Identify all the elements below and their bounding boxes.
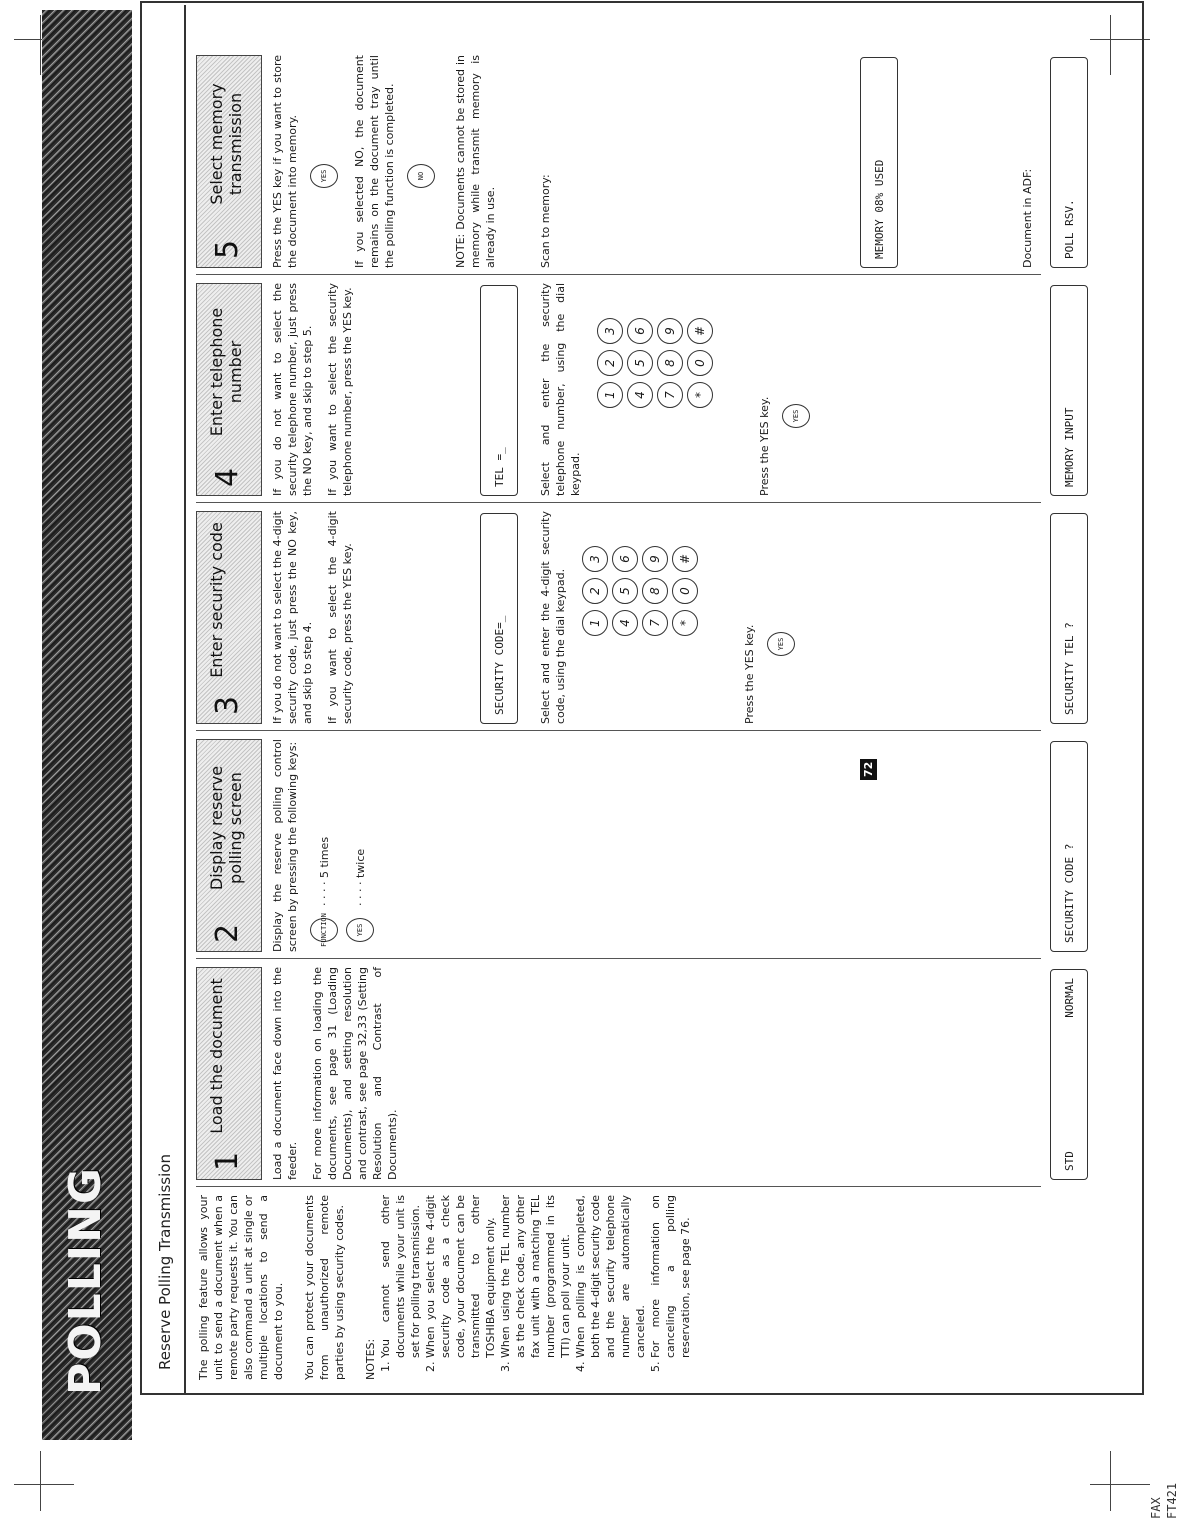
intro-paragraph: You can protect your documents from unauthorized remote parties by using security codes. bbox=[303, 1195, 346, 1380]
lcd-text: STD bbox=[1063, 1151, 1076, 1171]
step-header bbox=[196, 283, 262, 496]
step-text: Display the reserve polling control screen by pressing the following keys: bbox=[271, 739, 299, 952]
keypad-key: 2 bbox=[582, 578, 608, 604]
keypad-key: 0 bbox=[687, 350, 713, 376]
step-body bbox=[270, 55, 553, 268]
step-text: Load a document face down into the feeder. bbox=[271, 967, 299, 1180]
banner-title: POLLING bbox=[60, 1165, 111, 1395]
keypad-key: 2 bbox=[597, 350, 623, 376]
crop-mark bbox=[1090, 1484, 1150, 1485]
lcd-display: POLL RSV. bbox=[1050, 57, 1088, 268]
step-body bbox=[270, 511, 355, 724]
step-body bbox=[270, 967, 400, 1180]
step-text: For more information on loading the documents, see page 31 (Loading Documents), and setting resolution and contrast, see page 32,33 (Setting Resolution and Contrast of Documents). bbox=[311, 967, 399, 1180]
note-item: 4. When polling is completed, both the 4-digit security code and the security telephone number are automatically canceled. bbox=[573, 1195, 648, 1358]
keypad-key: 5 bbox=[627, 350, 653, 376]
crop-mark bbox=[14, 1484, 74, 1485]
step-body bbox=[270, 283, 355, 496]
keypad-key: 4 bbox=[612, 610, 638, 636]
keypad-key: 5 bbox=[612, 578, 638, 604]
memory-note: NOTE: Documents cannot be stored in memory while transmit memory is already in use. bbox=[454, 55, 497, 268]
step-3 bbox=[196, 511, 365, 724]
dial-keypad bbox=[582, 511, 698, 636]
keypad-key: # bbox=[687, 318, 713, 344]
step-4 bbox=[196, 283, 365, 496]
lcd-text: NORMAL bbox=[1063, 978, 1076, 1018]
model-tag-line2: FT421 bbox=[1165, 1482, 1179, 1519]
dial-keypad bbox=[597, 283, 713, 408]
keypad-key: 7 bbox=[642, 610, 668, 636]
note-item: 2. When you select the 4-digit security code as a check code, your document can be transmitted to other TOSHIBA equipment only. bbox=[423, 1195, 498, 1358]
column-divider bbox=[196, 730, 1041, 731]
step-number: 1 bbox=[210, 1151, 245, 1171]
press-count: · · · · twice bbox=[353, 848, 367, 906]
yes-key-icon: YES bbox=[310, 164, 338, 188]
step-3-keypad-block bbox=[530, 511, 795, 724]
step-title: Enter telephone number bbox=[207, 307, 245, 437]
step-text: Press the YES key if you want to store the document into memory. bbox=[271, 55, 299, 268]
keypad-key: 1 bbox=[582, 610, 608, 636]
keypad-key: 6 bbox=[627, 318, 653, 344]
column-divider bbox=[196, 1186, 1041, 1187]
keypad-key: # bbox=[672, 546, 698, 572]
keypad-key: 1 bbox=[597, 382, 623, 408]
lcd-display: MEMORY INPUT bbox=[1050, 285, 1088, 496]
step-4-keypad-block bbox=[530, 283, 810, 496]
step-text: If you want to select the 4-digit security code, press the YES key. bbox=[326, 511, 354, 724]
lcd-display: MEMORY 08% USED bbox=[860, 57, 898, 268]
keypad-key: * bbox=[672, 610, 698, 636]
step-caption: Press the YES key. bbox=[743, 624, 756, 724]
yes-key-icon: YES bbox=[346, 918, 374, 942]
keypad-key: 9 bbox=[657, 318, 683, 344]
key-press-row bbox=[346, 739, 374, 942]
notes-heading: NOTES: bbox=[364, 1338, 377, 1380]
intro-paragraph: The polling feature allows your unit to send a document when a remote party requests it. You can also command a unit at single or multiple locations to send a document to you. bbox=[197, 1195, 285, 1380]
step-title: Display reserve polling screen bbox=[207, 765, 245, 891]
step-caption: Press the YES key. bbox=[758, 396, 771, 496]
yes-key-icon: YES bbox=[782, 404, 810, 428]
step-number: 2 bbox=[210, 923, 245, 943]
crop-mark bbox=[40, 1451, 41, 1511]
step-1 bbox=[196, 967, 410, 1180]
step-title: Select memory transmission bbox=[207, 83, 245, 205]
keypad-key: 8 bbox=[642, 578, 668, 604]
keypad-key: 7 bbox=[657, 382, 683, 408]
lcd-display bbox=[1050, 969, 1088, 1180]
step-text: If you want to select the security telephone number, press the YES key. bbox=[326, 283, 354, 496]
step-header bbox=[196, 55, 262, 268]
crop-mark bbox=[40, 15, 41, 75]
step-title: Enter security code bbox=[207, 522, 226, 678]
keypad-key: 3 bbox=[582, 546, 608, 572]
note-item: 3. When using the TEL number as the check code, any other fax unit with a matching TEL number (programmed in its TTI) can poll your unit. bbox=[498, 1195, 573, 1358]
step-text: Select and enter the security telephone number, using the dial keypad. bbox=[539, 283, 582, 496]
section-title: Reserve Polling Transmission bbox=[156, 1154, 174, 1370]
keypad-key: 3 bbox=[597, 318, 623, 344]
keypad-key: 6 bbox=[612, 546, 638, 572]
step-header bbox=[196, 967, 262, 1180]
step-number: 3 bbox=[210, 695, 245, 715]
note-item: 5. For more information on canceling a polling reservation, see page 76. bbox=[648, 1195, 693, 1358]
step-number: 5 bbox=[210, 239, 245, 259]
press-count: · · · · 5 times bbox=[317, 836, 331, 906]
step-title: Load the document bbox=[207, 978, 226, 1134]
step-2 bbox=[196, 739, 374, 952]
keypad-key: 9 bbox=[642, 546, 668, 572]
model-tag bbox=[1148, 1483, 1180, 1519]
page-number: 72 bbox=[860, 759, 877, 780]
step-text: Select and enter the 4-digit security code, using the dial keypad. bbox=[539, 511, 567, 724]
section-divider bbox=[184, 5, 186, 1395]
step-body bbox=[270, 739, 374, 952]
keypad-key: 0 bbox=[672, 578, 698, 604]
step-5 bbox=[196, 55, 563, 268]
intro-column bbox=[196, 1195, 693, 1380]
key-press-row bbox=[310, 739, 338, 947]
step-text: If you selected NO, the document remains on the document tray until the polling function is completed. bbox=[353, 55, 396, 268]
notes-list bbox=[378, 1195, 693, 1380]
step-caption: Document in ADF: bbox=[1021, 168, 1034, 268]
step-caption: Scan to memory: bbox=[539, 174, 552, 268]
step-header bbox=[196, 739, 262, 952]
keypad-key: * bbox=[687, 382, 713, 408]
model-tag-line1: FAX bbox=[1149, 1497, 1163, 1519]
no-key-icon: NO bbox=[407, 164, 435, 188]
keypad-key: 4 bbox=[627, 382, 653, 408]
lcd-display: SECURITY CODE ? bbox=[1050, 741, 1088, 952]
lcd-display: SECURITY TEL ? bbox=[1050, 513, 1088, 724]
function-key-icon: FUNCTION bbox=[310, 918, 338, 942]
step-body bbox=[538, 511, 568, 724]
lcd-display: TEL =_ bbox=[480, 285, 518, 496]
lcd-display: SECURITY CODE=_ bbox=[480, 513, 518, 724]
column-divider bbox=[196, 958, 1041, 959]
note-item: 1. You cannot send other documents while your unit is set for polling transmission. bbox=[378, 1195, 423, 1358]
step-number: 4 bbox=[210, 467, 245, 487]
step-text: If you do not want to select the 4-digit security code, just press the NO key, and skip to step 4. bbox=[271, 511, 314, 724]
step-header bbox=[196, 511, 262, 724]
column-divider bbox=[196, 274, 1041, 275]
step-text: If you do not want to select the security telephone number, just press the NO key, and skip to step 5. bbox=[271, 283, 314, 496]
yes-key-icon: YES bbox=[767, 632, 795, 656]
keypad-key: 8 bbox=[657, 350, 683, 376]
crop-mark bbox=[1110, 1451, 1111, 1511]
column-divider bbox=[196, 502, 1041, 503]
step-body bbox=[538, 283, 583, 496]
